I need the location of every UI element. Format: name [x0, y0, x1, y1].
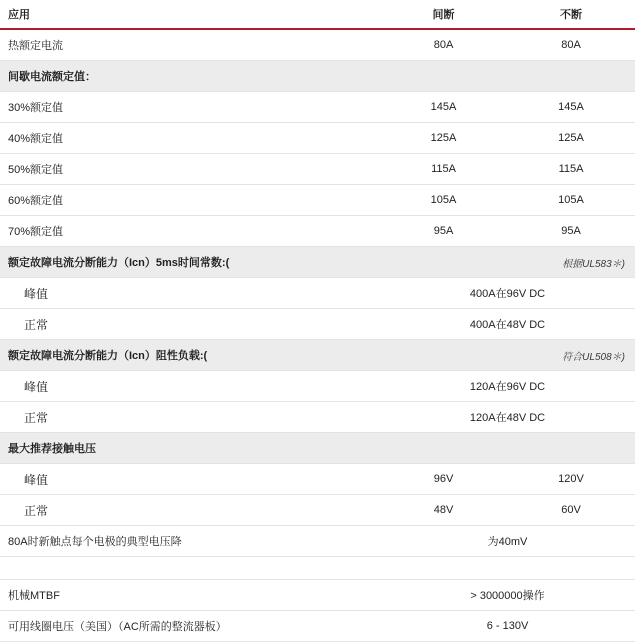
table-row [0, 216, 635, 247]
row-value-intermittent: 80A [380, 29, 507, 61]
row-value-intermittent: 95A [380, 216, 507, 247]
table-spacer-row [0, 557, 635, 580]
section-label: 额定故障电流分断能力（Icn）阻性负载:( [0, 340, 380, 371]
table-row [0, 371, 635, 402]
row-label: 机械MTBF [0, 580, 380, 611]
table-section-row [0, 247, 635, 278]
row-value-intermittent: 48V [380, 495, 507, 526]
section-label: 间歇电流额定值： [0, 61, 635, 92]
row-label: 50%额定值 [0, 154, 380, 185]
table-row [0, 92, 635, 123]
table-row [0, 185, 635, 216]
row-label: 正常 [0, 402, 380, 433]
section-label: 最大推荐接触电压 [0, 433, 635, 464]
row-value-continuous: 125A [507, 123, 635, 154]
table-section-row [0, 433, 635, 464]
row-value-continuous: 60V [507, 495, 635, 526]
row-value-continuous: 95A [507, 216, 635, 247]
row-label: 正常 [0, 495, 380, 526]
row-value-span: > 3000000操作 [380, 580, 635, 611]
row-value-span: 为40mV [380, 526, 635, 557]
row-value-span: 120A在96V DC [380, 371, 635, 402]
row-label: 30%额定值 [0, 92, 380, 123]
row-value-span: 400A在48V DC [380, 309, 635, 340]
table-row [0, 309, 635, 340]
row-label: 峰值 [0, 371, 380, 402]
spacer-cell [0, 557, 635, 580]
row-label: 80A时新触点每个电极的典型电压降 [0, 526, 380, 557]
column-header-continuous: 不断 [507, 0, 635, 29]
row-label: 60%额定值 [0, 185, 380, 216]
table-row [0, 464, 635, 495]
row-value-span: 6 - 130V [380, 611, 635, 642]
column-header-application: 应用 [0, 0, 380, 29]
table-header-row [0, 0, 635, 29]
row-label: 可用线圈电压（美国）（AC所需的整流器板） [0, 611, 380, 642]
row-value-continuous: 105A [507, 185, 635, 216]
table-section-row [0, 61, 635, 92]
table-row [0, 123, 635, 154]
table-row [0, 278, 635, 309]
row-value-continuous: 115A [507, 154, 635, 185]
row-value-intermittent: 105A [380, 185, 507, 216]
row-value-continuous: 120V [507, 464, 635, 495]
row-value-continuous: 145A [507, 92, 635, 123]
row-label: 峰值 [0, 464, 380, 495]
row-label: 40%额定值 [0, 123, 380, 154]
row-value-span: 400A在96V DC [380, 278, 635, 309]
row-value-intermittent: 145A [380, 92, 507, 123]
row-value-span: 120A在48V DC [380, 402, 635, 433]
row-label: 峰值 [0, 278, 380, 309]
section-note: 根据UL583＊) [380, 247, 635, 278]
table-row [0, 402, 635, 433]
section-label: 额定故障电流分断能力（Icn）5ms时间常数:( [0, 247, 380, 278]
table-row [0, 580, 635, 611]
table-row [0, 154, 635, 185]
row-label: 正常 [0, 309, 380, 340]
row-label: 热额定电流 [0, 29, 380, 61]
column-header-intermittent: 间断 [380, 0, 507, 29]
section-note: 符合UL508＊) [380, 340, 635, 371]
row-value-intermittent: 96V [380, 464, 507, 495]
row-value-intermittent: 125A [380, 123, 507, 154]
row-value-intermittent: 115A [380, 154, 507, 185]
row-label: 70%额定值 [0, 216, 380, 247]
table-section-row [0, 340, 635, 371]
table-body [0, 29, 635, 642]
table-row [0, 29, 635, 61]
table-row [0, 526, 635, 557]
table-row [0, 495, 635, 526]
row-value-continuous: 80A [507, 29, 635, 61]
table-row [0, 611, 635, 642]
